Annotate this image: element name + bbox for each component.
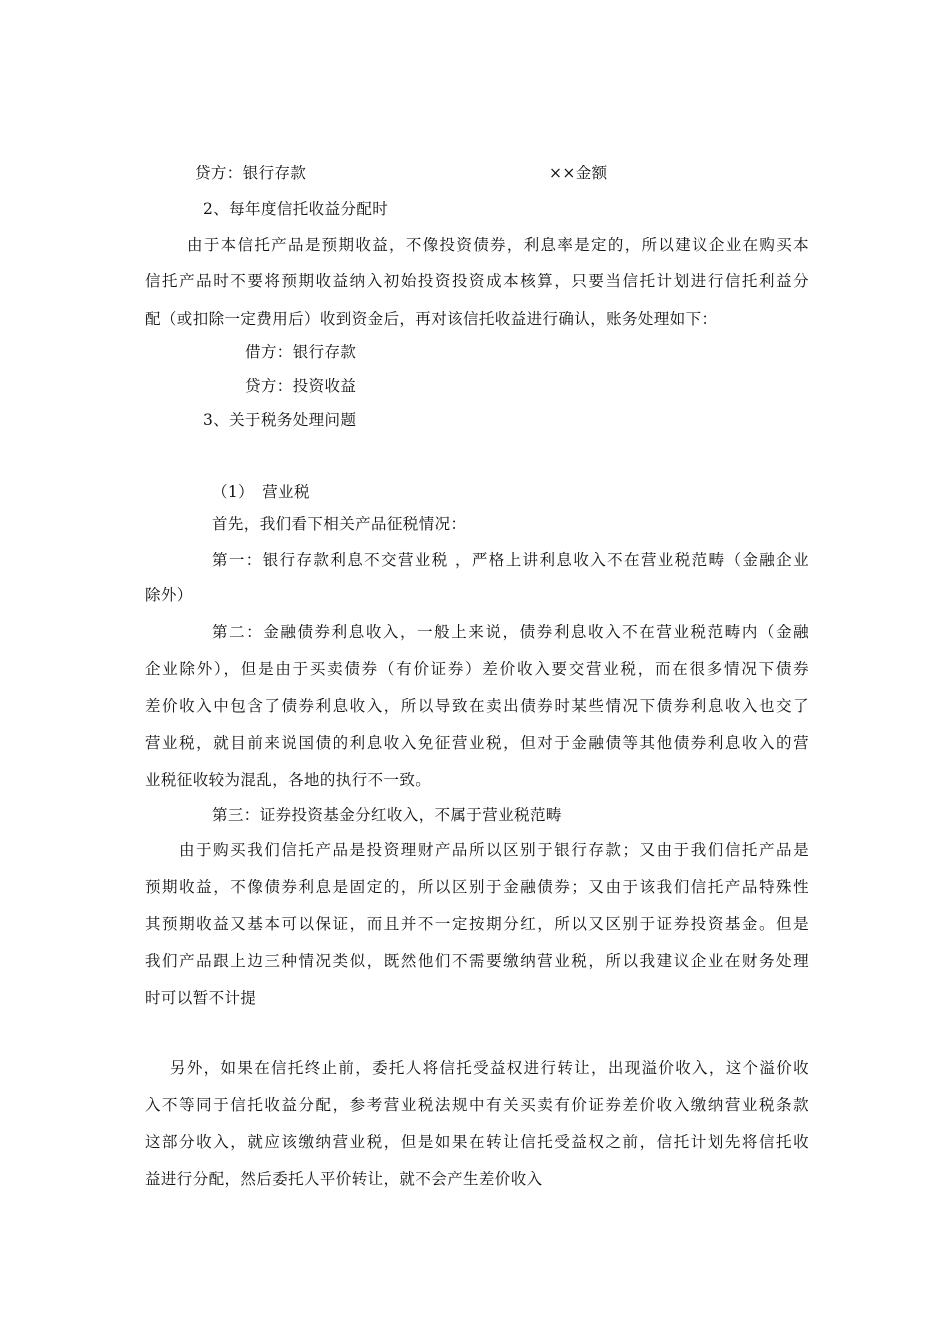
para-transfer-line: 益进行分配，然后委托人平价转让，就不会产生差价收入 xyxy=(145,1170,543,1188)
heading-2: 2、每年度信托收益分配时 xyxy=(203,200,389,218)
heading-3-1: （1） 营业税 xyxy=(212,483,310,501)
para-income-line: 由于本信托产品是预期收益，不像投资债券，利息率是定的，所以建议企业在购买本 xyxy=(187,236,809,254)
para-transfer-line: 另外，如果在信托终止前，委托人将信托受益权进行转让，出现溢价收入，这个溢价收 xyxy=(170,1059,809,1077)
para-transfer-line: 这部分收入，就应该缴纳营业税，但是如果在转让信托受益权之前，信托计划先将信托收 xyxy=(145,1133,809,1151)
item3-line: 第三：证券投资基金分红收入，不属于营业税范畴 xyxy=(212,806,562,824)
item1-line: 第一：银行存款利息不交营业税 ，严格上讲利息收入不在营业税范畴（金融企业 xyxy=(212,551,809,569)
item2-line: 差价收入中包含了债券利息收入，所以导致在卖出债券时某些情况下债券利息收入也交了 xyxy=(145,697,809,715)
para-transfer-line: 入不等同于信托收益分配，参考营业税法规中有关买卖有价证券差价收入缴纳营业税条款 xyxy=(145,1096,809,1114)
item2-line: 业税征收较为混乱，各地的执行不一致。 xyxy=(145,771,432,789)
credit-bank-label: 贷方：银行存款 xyxy=(195,164,307,182)
para-compare-line: 其预期收益又基本可以保证，而且并不一定按期分红，所以又区别于证券投资基金。但是 xyxy=(145,915,809,933)
debit-bank: 借方：银行存款 xyxy=(245,343,357,361)
item1-line: 除外） xyxy=(145,586,193,604)
item2-line: 营业税，就目前来说国债的利息收入免征营业税，但对于金融债等其他债券利息收入的营 xyxy=(145,734,809,752)
para-income-line: 信托产品时不要将预期收益纳入初始投资投资成本核算，只要当信托计划进行信托利益分 xyxy=(145,272,809,290)
para-compare-line: 时可以暂不计提 xyxy=(145,989,257,1007)
para-compare-line: 预期收益，不像债券利息是固定的，所以区别于金融债券；又由于该我们信托产品特殊性 xyxy=(145,878,809,896)
credit-bank-amount: ××金额 xyxy=(549,164,608,182)
credit-invest: 贷方：投资收益 xyxy=(245,377,357,395)
heading-3: 3、关于税务处理问题 xyxy=(203,411,357,429)
para-compare-line: 我们产品跟上边三种情况类似，既然他们不需要缴纳营业税，所以我建议企业在财务处理 xyxy=(145,952,809,970)
item2-line: 第二：金融债券利息收入，一般上来说，债券利息收入不在营业税范畴内（金融 xyxy=(212,623,809,641)
item2-line: 企业除外），但是由于买卖债券（有价证券）差价收入要交营业税，而在很多情况下债券 xyxy=(145,660,809,678)
para-compare-line: 由于购买我们信托产品是投资理财产品所以区别于银行存款；又由于我们信托产品是 xyxy=(179,841,809,859)
para-income-line: 配（或扣除一定费用后）收到资金后，再对该信托收益进行确认，账务处理如下： xyxy=(145,310,718,328)
intro-line: 首先，我们看下相关产品征税情况： xyxy=(212,515,467,533)
